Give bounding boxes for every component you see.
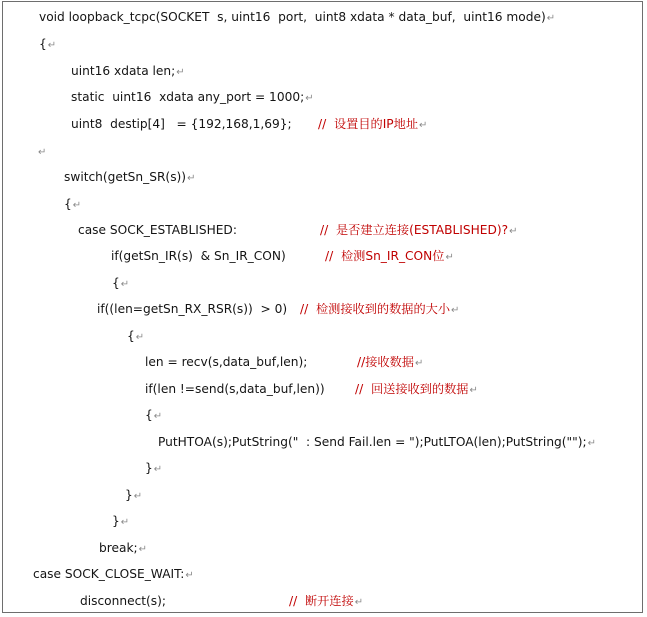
code-comment bbox=[325, 249, 454, 265]
code-line bbox=[145, 382, 325, 398]
paragraph-mark-icon: ↵ bbox=[414, 358, 424, 369]
code-comment bbox=[300, 302, 459, 318]
code-text: { bbox=[64, 197, 72, 211]
paragraph-mark-icon: ↵ bbox=[305, 93, 314, 104]
code-text: PutHTOA(s);PutString(" : Send Fail.len = ");PutLTOA(len);PutString(""); bbox=[158, 435, 587, 449]
code-text: disconnect(s); bbox=[80, 594, 167, 608]
code-text: if(getSn_IR(s) & Sn_IR_CON) bbox=[111, 249, 286, 263]
paragraph-mark-icon: ↵ bbox=[153, 464, 163, 475]
code-line bbox=[33, 567, 194, 583]
code-text: { bbox=[112, 276, 120, 290]
paragraph-mark-icon: ↵ bbox=[138, 544, 147, 555]
code-text: switch(getSn_SR(s)) bbox=[64, 170, 187, 184]
code-text: { bbox=[39, 37, 47, 51]
paragraph-mark-icon: ↵ bbox=[187, 173, 196, 184]
paragraph-mark-icon: ↵ bbox=[72, 200, 82, 211]
code-line bbox=[97, 302, 287, 318]
code-text: void loopback_tcpc(SOCKET s, uint16 port, uint8 xdata * data_buf, uint16 mode) bbox=[39, 10, 546, 24]
paragraph-mark-icon: ↵ bbox=[354, 597, 364, 608]
comment-text: // 回送接收到的数据 bbox=[355, 382, 469, 396]
paragraph-mark-icon: ↵ bbox=[185, 570, 194, 581]
code-line bbox=[37, 144, 46, 160]
code-line bbox=[80, 594, 166, 610]
paragraph-mark-icon: ↵ bbox=[120, 517, 130, 528]
code-line bbox=[64, 197, 81, 213]
code-line bbox=[71, 64, 185, 80]
paragraph-mark-icon: ↵ bbox=[176, 67, 185, 78]
code-line bbox=[145, 461, 162, 477]
code-line bbox=[145, 355, 307, 371]
code-text: { bbox=[145, 408, 153, 422]
code-comment bbox=[318, 117, 427, 133]
code-comment bbox=[355, 382, 478, 398]
code-text: static uint16 xdata any_port = 1000; bbox=[71, 90, 305, 104]
code-text: case SOCK_ESTABLISHED: bbox=[78, 223, 237, 237]
code-text: uint16 xdata len; bbox=[71, 64, 176, 78]
code-line bbox=[125, 488, 142, 504]
code-text: break; bbox=[99, 541, 138, 555]
paragraph-mark-icon: ↵ bbox=[133, 491, 143, 502]
paragraph-mark-icon: ↵ bbox=[469, 385, 478, 396]
comment-text: // 断开连接 bbox=[289, 594, 354, 608]
paragraph-mark-icon: ↵ bbox=[546, 13, 556, 24]
paragraph-mark-icon: ↵ bbox=[120, 279, 130, 290]
code-comment bbox=[289, 594, 363, 610]
paragraph-mark-icon: ↵ bbox=[445, 252, 454, 263]
paragraph-mark-icon: ↵ bbox=[38, 147, 47, 158]
paragraph-mark-icon: ↵ bbox=[47, 40, 57, 51]
comment-text: // 是否建立连接(ESTABLISHED)? bbox=[320, 223, 509, 237]
code-comment bbox=[357, 355, 423, 371]
code-text: } bbox=[112, 514, 120, 528]
code-line bbox=[78, 223, 237, 239]
comment-text: // 检测Sn_IR_CON位 bbox=[325, 249, 445, 263]
code-text: { bbox=[127, 329, 135, 343]
code-line bbox=[112, 276, 129, 292]
code-text: if(len !=send(s,data_buf,len)) bbox=[145, 382, 325, 396]
code-line bbox=[99, 541, 147, 557]
code-line bbox=[39, 37, 56, 53]
code-text: } bbox=[125, 488, 133, 502]
code-line bbox=[158, 435, 596, 451]
code-line bbox=[145, 408, 162, 424]
paragraph-mark-icon: ↵ bbox=[153, 411, 163, 422]
comment-text: // 检测接收到的数据的大小 bbox=[300, 302, 451, 316]
paragraph-mark-icon: ↵ bbox=[587, 438, 596, 449]
code-line bbox=[112, 514, 129, 530]
paragraph-mark-icon: ↵ bbox=[419, 120, 428, 131]
code-text: case SOCK_CLOSE_WAIT: bbox=[33, 567, 185, 581]
paragraph-mark-icon: ↵ bbox=[135, 332, 145, 343]
paragraph-mark-icon: ↵ bbox=[509, 226, 518, 237]
paragraph-mark-icon: ↵ bbox=[451, 305, 460, 316]
code-line bbox=[111, 249, 286, 265]
code-line bbox=[71, 117, 292, 133]
code-text: uint8 destip[4] = {192,168,1,69}; bbox=[71, 117, 292, 131]
code-comment bbox=[320, 223, 517, 239]
code-line bbox=[64, 170, 195, 186]
code-text: len = recv(s,data_buf,len); bbox=[145, 355, 308, 369]
code-text: } bbox=[145, 461, 153, 475]
code-line bbox=[127, 329, 144, 345]
code-line bbox=[39, 10, 555, 26]
comment-text: // 设置目的IP地址 bbox=[318, 117, 419, 131]
code-text: if((len=getSn_RX_RSR(s)) > 0) bbox=[97, 302, 288, 316]
code-line bbox=[71, 90, 314, 106]
comment-text: //接收数据 bbox=[357, 355, 414, 369]
